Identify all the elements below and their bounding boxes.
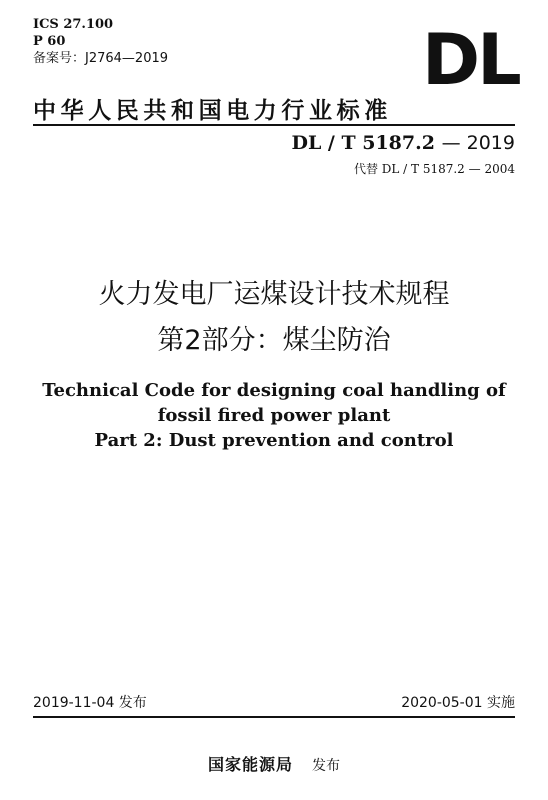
issuer-action: 发布 <box>312 758 341 774</box>
title-english-line2: fossil fired power plant <box>157 405 391 426</box>
standard-year: — 2019 <box>441 132 515 154</box>
bottom-divider <box>33 716 515 718</box>
filing-number: 备案号：J2764—2019 <box>33 51 169 66</box>
top-divider <box>33 124 515 126</box>
ics-code: ICS 27.100 <box>33 17 114 32</box>
issuer <box>0 752 548 775</box>
standard-category-title: 中华人民共和国电力行业标准 <box>33 98 392 124</box>
title-english-line3: Part 2: Dust prevention and control <box>94 430 454 451</box>
implementation-date: 2020-05-01 实施 <box>401 695 515 711</box>
dl-logo: DL <box>422 19 519 101</box>
title-chinese-line1: 火力发电厂运煤设计技术规程 <box>98 279 450 310</box>
standard-number <box>291 132 515 154</box>
title-english-line1: Technical Code for designing coal handling of <box>42 380 506 401</box>
classification-block <box>33 16 168 67</box>
replaces-note: 代替 DL / T 5187.2 — 2004 <box>353 162 515 176</box>
standard-code: DL / T 5187.2 <box>291 132 435 154</box>
issue-date: 2019-11-04 发布 <box>33 695 147 711</box>
title-chinese-line2: 第2部分：煤尘防治 <box>157 325 391 356</box>
p-code: P 60 <box>33 34 66 49</box>
issuer-organization: 国家能源局 <box>207 755 293 774</box>
